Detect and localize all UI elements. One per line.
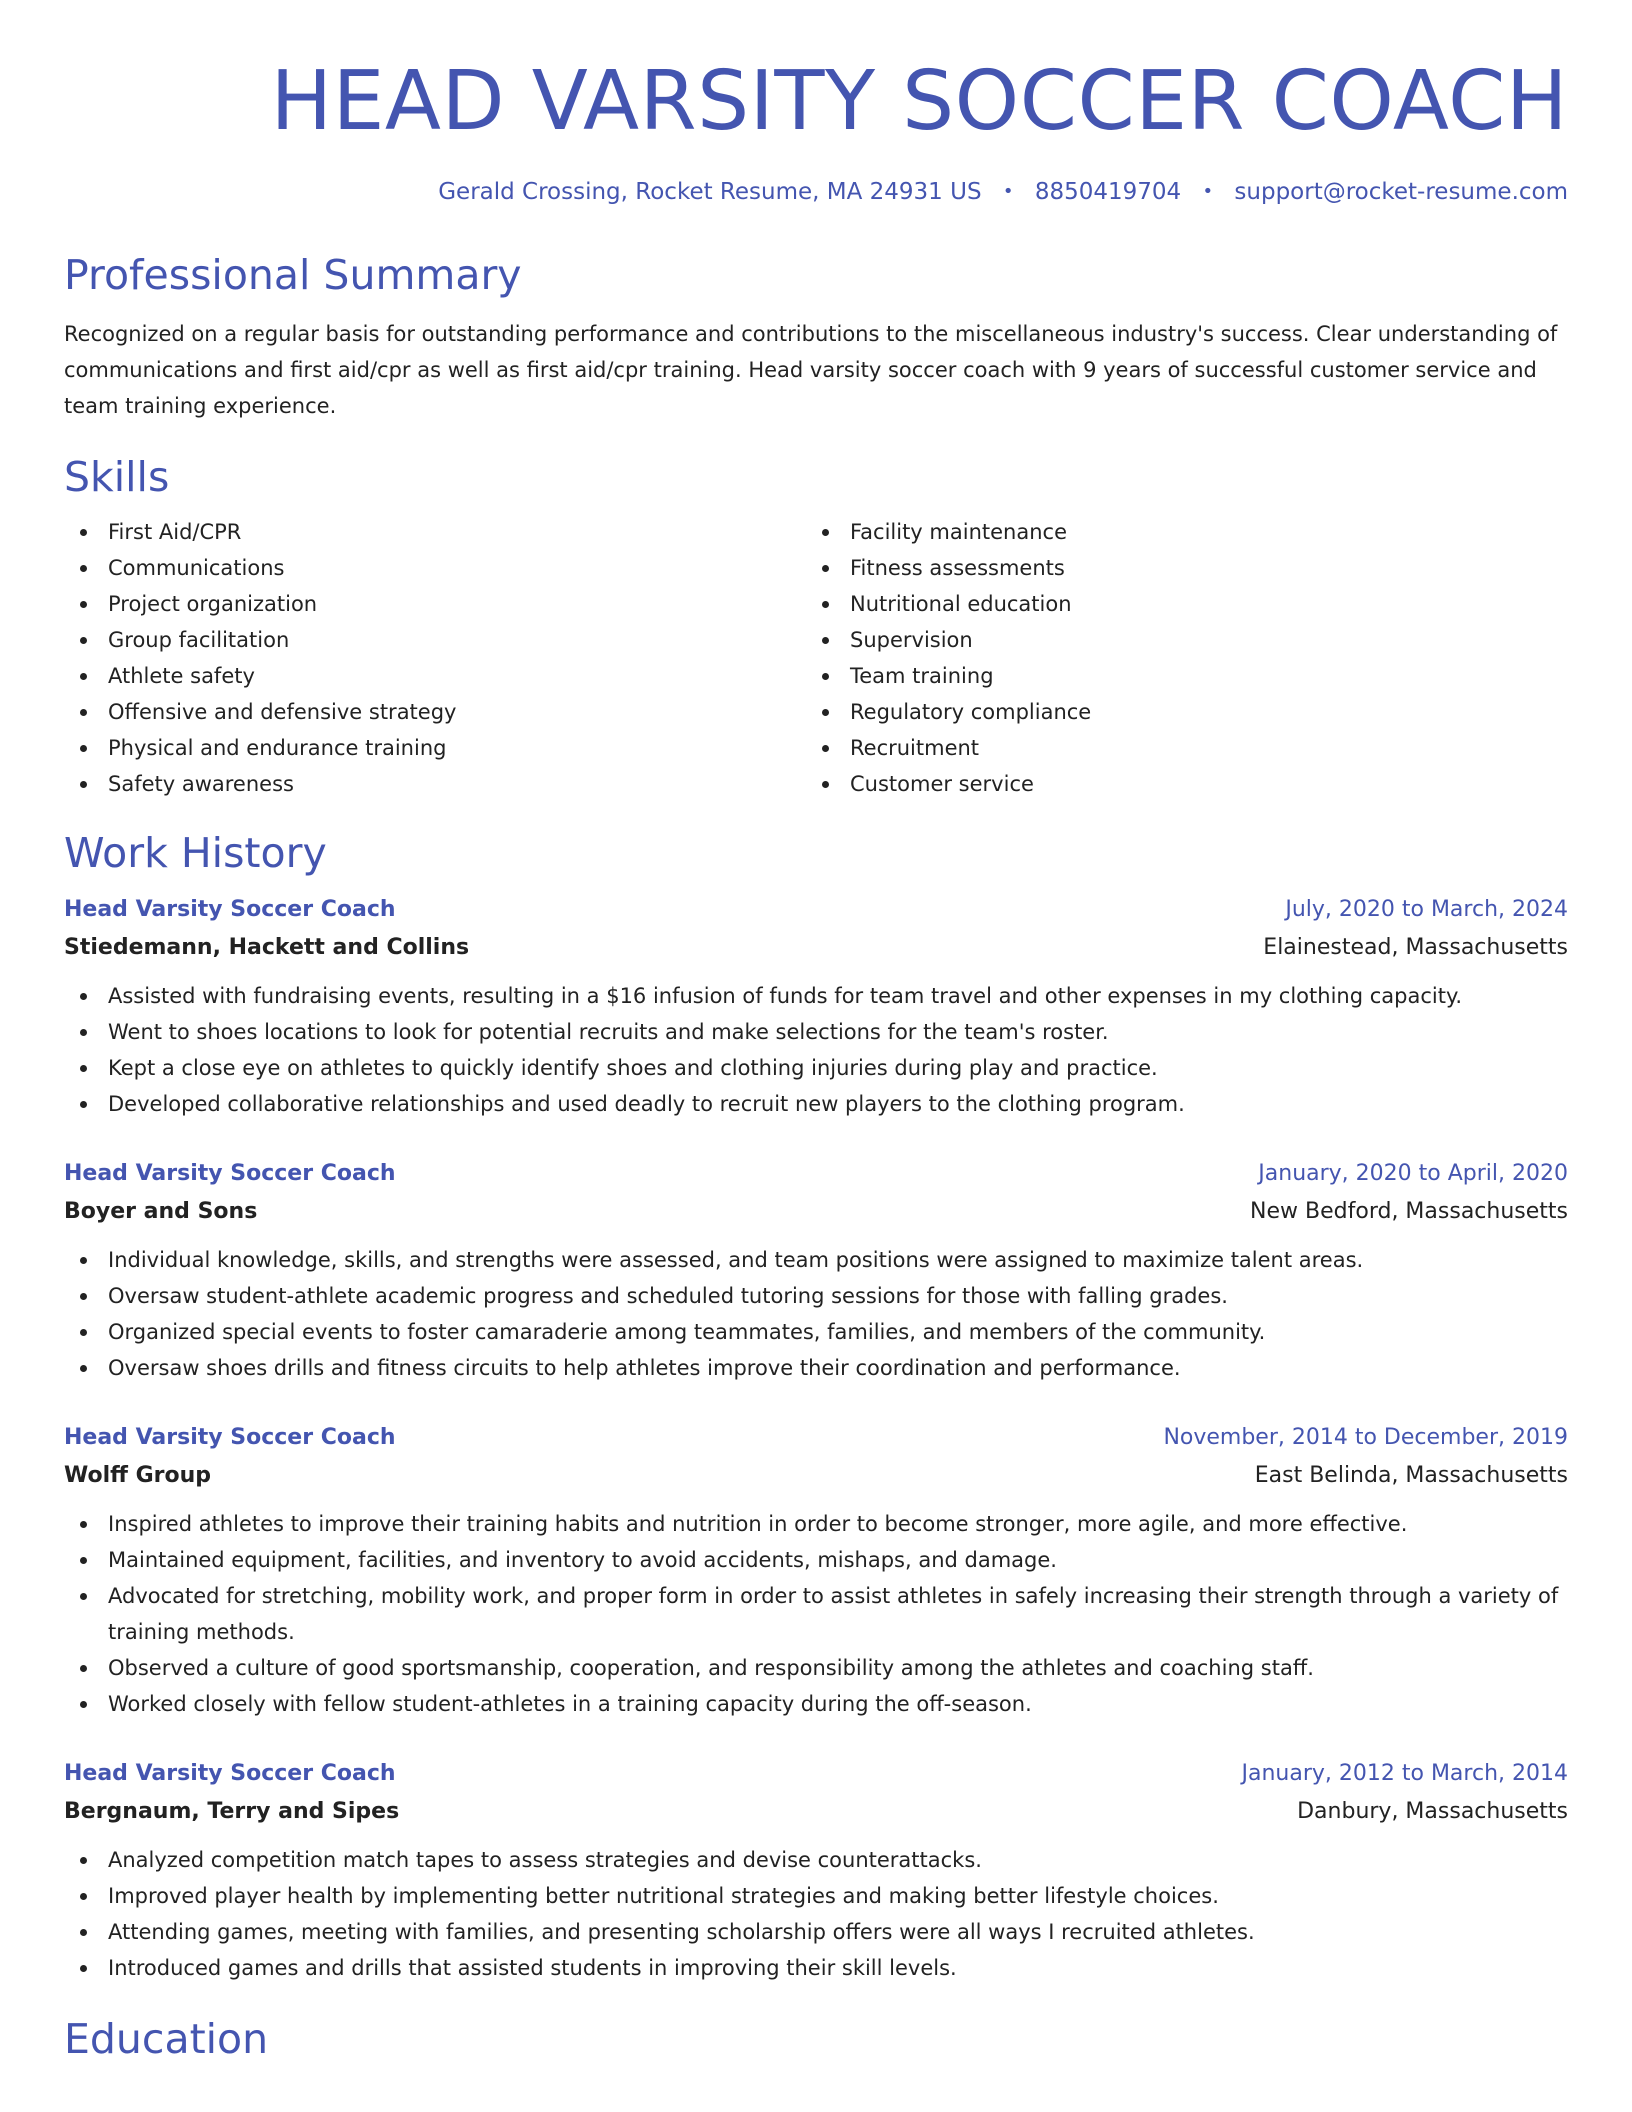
job-title: Head Varsity Soccer Coach (64, 1161, 396, 1186)
summary-text: Recognized on a regular basis for outstanding performance and contributions to the miscellaneous industry's success. Clear understanding of communications and first aid/cpr as well as first aid/cpr training. Head varsity soccer coach with 9 years of successful customer service and team training experience. (64, 322, 1558, 418)
section-heading-work-history: Work History (64, 829, 327, 877)
job-location: East Belinda, Massachusetts (1254, 1463, 1568, 1488)
resume-page (64, 0, 1568, 2066)
job-title: Head Varsity Soccer Coach (64, 1425, 396, 1450)
job-bullet: Worked closely with fellow student-athletes in a training capacity during the off-season. (64, 1686, 1568, 1722)
skill-item: Group facilitation (64, 622, 806, 658)
job-entry (64, 892, 1568, 1122)
job-bullet: Individual knowledge, skills, and strengths were assessed, and team positions were assigned to maximize talent areas. (64, 1242, 1568, 1278)
job-entry (64, 1756, 1568, 1986)
job-bullet: Developed collaborative relationships and used deadly to recruit new players to the clothing program. (64, 1086, 1568, 1122)
job-header-row (64, 1756, 1568, 1792)
skill-item: Customer service (806, 766, 1548, 802)
job-bullet: Inspired athletes to improve their training habits and nutrition in order to become stronger, more agile, and more effective. (64, 1506, 1568, 1542)
job-bullet: Introduced games and drills that assisted students in improving their skill levels. (64, 1950, 1568, 1986)
skill-item: First Aid/CPR (64, 514, 806, 550)
job-company-row (64, 1792, 1568, 1832)
skill-item: Nutritional education (806, 586, 1548, 622)
job-header-row (64, 1156, 1568, 1192)
job-bullet: Analyzed competition match tapes to assess strategies and devise counterattacks. (64, 1842, 1568, 1878)
section-heading-summary: Professional Summary (64, 251, 522, 299)
job-dates: July, 2020 to March, 2024 (1285, 897, 1568, 922)
contact-address: Gerald Crossing, Rocket Resume, MA 24931 US (438, 179, 982, 205)
job-dates: November, 2014 to December, 2019 (1163, 1425, 1568, 1450)
job-bullet: Oversaw student-athlete academic progress and scheduled tutoring sessions for those with falling grades. (64, 1278, 1568, 1314)
skill-item: Supervision (806, 622, 1548, 658)
job-bullet: Oversaw shoes drills and fitness circuits to help athletes improve their coordination and performance. (64, 1350, 1568, 1386)
job-bullet: Maintained equipment, facilities, and inventory to avoid accidents, mishaps, and damage. (64, 1542, 1568, 1578)
contact-phone: 8850419704 (1034, 179, 1182, 205)
skill-item: Safety awareness (64, 766, 806, 802)
skill-item: Regulatory compliance (806, 694, 1548, 730)
job-title: Head Varsity Soccer Coach (64, 897, 396, 922)
job-header-row (64, 1420, 1568, 1456)
job-company: Stiedemann, Hackett and Collins (64, 935, 470, 960)
contact-separator: • (1202, 181, 1214, 202)
skill-item: Facility maintenance (806, 514, 1548, 550)
job-header-row (64, 892, 1568, 928)
skills-grid (64, 514, 1568, 802)
skill-item: Fitness assessments (806, 550, 1548, 586)
job-bullet: Kept a close eye on athletes to quickly identify shoes and clothing injuries during play and practice. (64, 1050, 1568, 1086)
job-company-row (64, 1456, 1568, 1496)
job-location: Danbury, Massachusetts (1297, 1799, 1568, 1824)
job-entry (64, 1420, 1568, 1722)
job-location: New Bedford, Massachusetts (1250, 1199, 1568, 1224)
contact-email: support@rocket-resume.com (1234, 179, 1568, 205)
job-bullet: Assisted with fundraising events, resulting in a $16 infusion of funds for team travel and other expenses in my clothing capacity. (64, 978, 1568, 1014)
job-bullet: Advocated for stretching, mobility work, and proper form in order to assist athletes in safely increasing their strength through a variety of training methods. (64, 1578, 1568, 1650)
section-heading-skills: Skills (64, 453, 170, 501)
job-bullet: Went to shoes locations to look for potential recruits and make selections for the team's roster. (64, 1014, 1568, 1050)
contact-info (64, 176, 1568, 208)
job-dates: January, 2020 to April, 2020 (1258, 1161, 1568, 1186)
section-heading-education: Education (64, 2015, 269, 2063)
skill-item: Physical and endurance training (64, 730, 806, 766)
skill-item: Recruitment (806, 730, 1548, 766)
job-bullet: Attending games, meeting with families, and presenting scholarship offers were all ways I recruited athletes. (64, 1914, 1568, 1950)
skill-item: Communications (64, 550, 806, 586)
job-bullets (64, 1506, 1568, 1722)
job-company: Boyer and Sons (64, 1199, 258, 1224)
job-entry (64, 1156, 1568, 1386)
skill-item: Team training (806, 658, 1548, 694)
job-bullet: Observed a culture of good sportsmanship, cooperation, and responsibility among the athletes and coaching staff. (64, 1650, 1568, 1686)
job-bullets (64, 1842, 1568, 1986)
job-company-row (64, 928, 1568, 968)
skill-item: Project organization (64, 586, 806, 622)
job-company: Bergnaum, Terry and Sipes (64, 1799, 400, 1824)
resume-title: HEAD VARSITY SOCCER COACH (270, 54, 1568, 149)
job-bullet: Organized special events to foster camaraderie among teammates, families, and members of the community. (64, 1314, 1568, 1350)
skills-column-left (64, 514, 806, 802)
job-bullets (64, 978, 1568, 1122)
skill-item: Athlete safety (64, 658, 806, 694)
job-title: Head Varsity Soccer Coach (64, 1761, 396, 1786)
job-dates: January, 2012 to March, 2014 (1241, 1761, 1568, 1786)
job-bullets (64, 1242, 1568, 1386)
contact-separator: • (1002, 181, 1014, 202)
job-company-row (64, 1192, 1568, 1232)
job-bullet: Improved player health by implementing better nutritional strategies and making better lifestyle choices. (64, 1878, 1568, 1914)
job-company: Wolff Group (64, 1463, 212, 1488)
skills-column-right (806, 514, 1548, 802)
job-location: Elainestead, Massachusetts (1263, 935, 1568, 960)
skill-item: Offensive and defensive strategy (64, 694, 806, 730)
